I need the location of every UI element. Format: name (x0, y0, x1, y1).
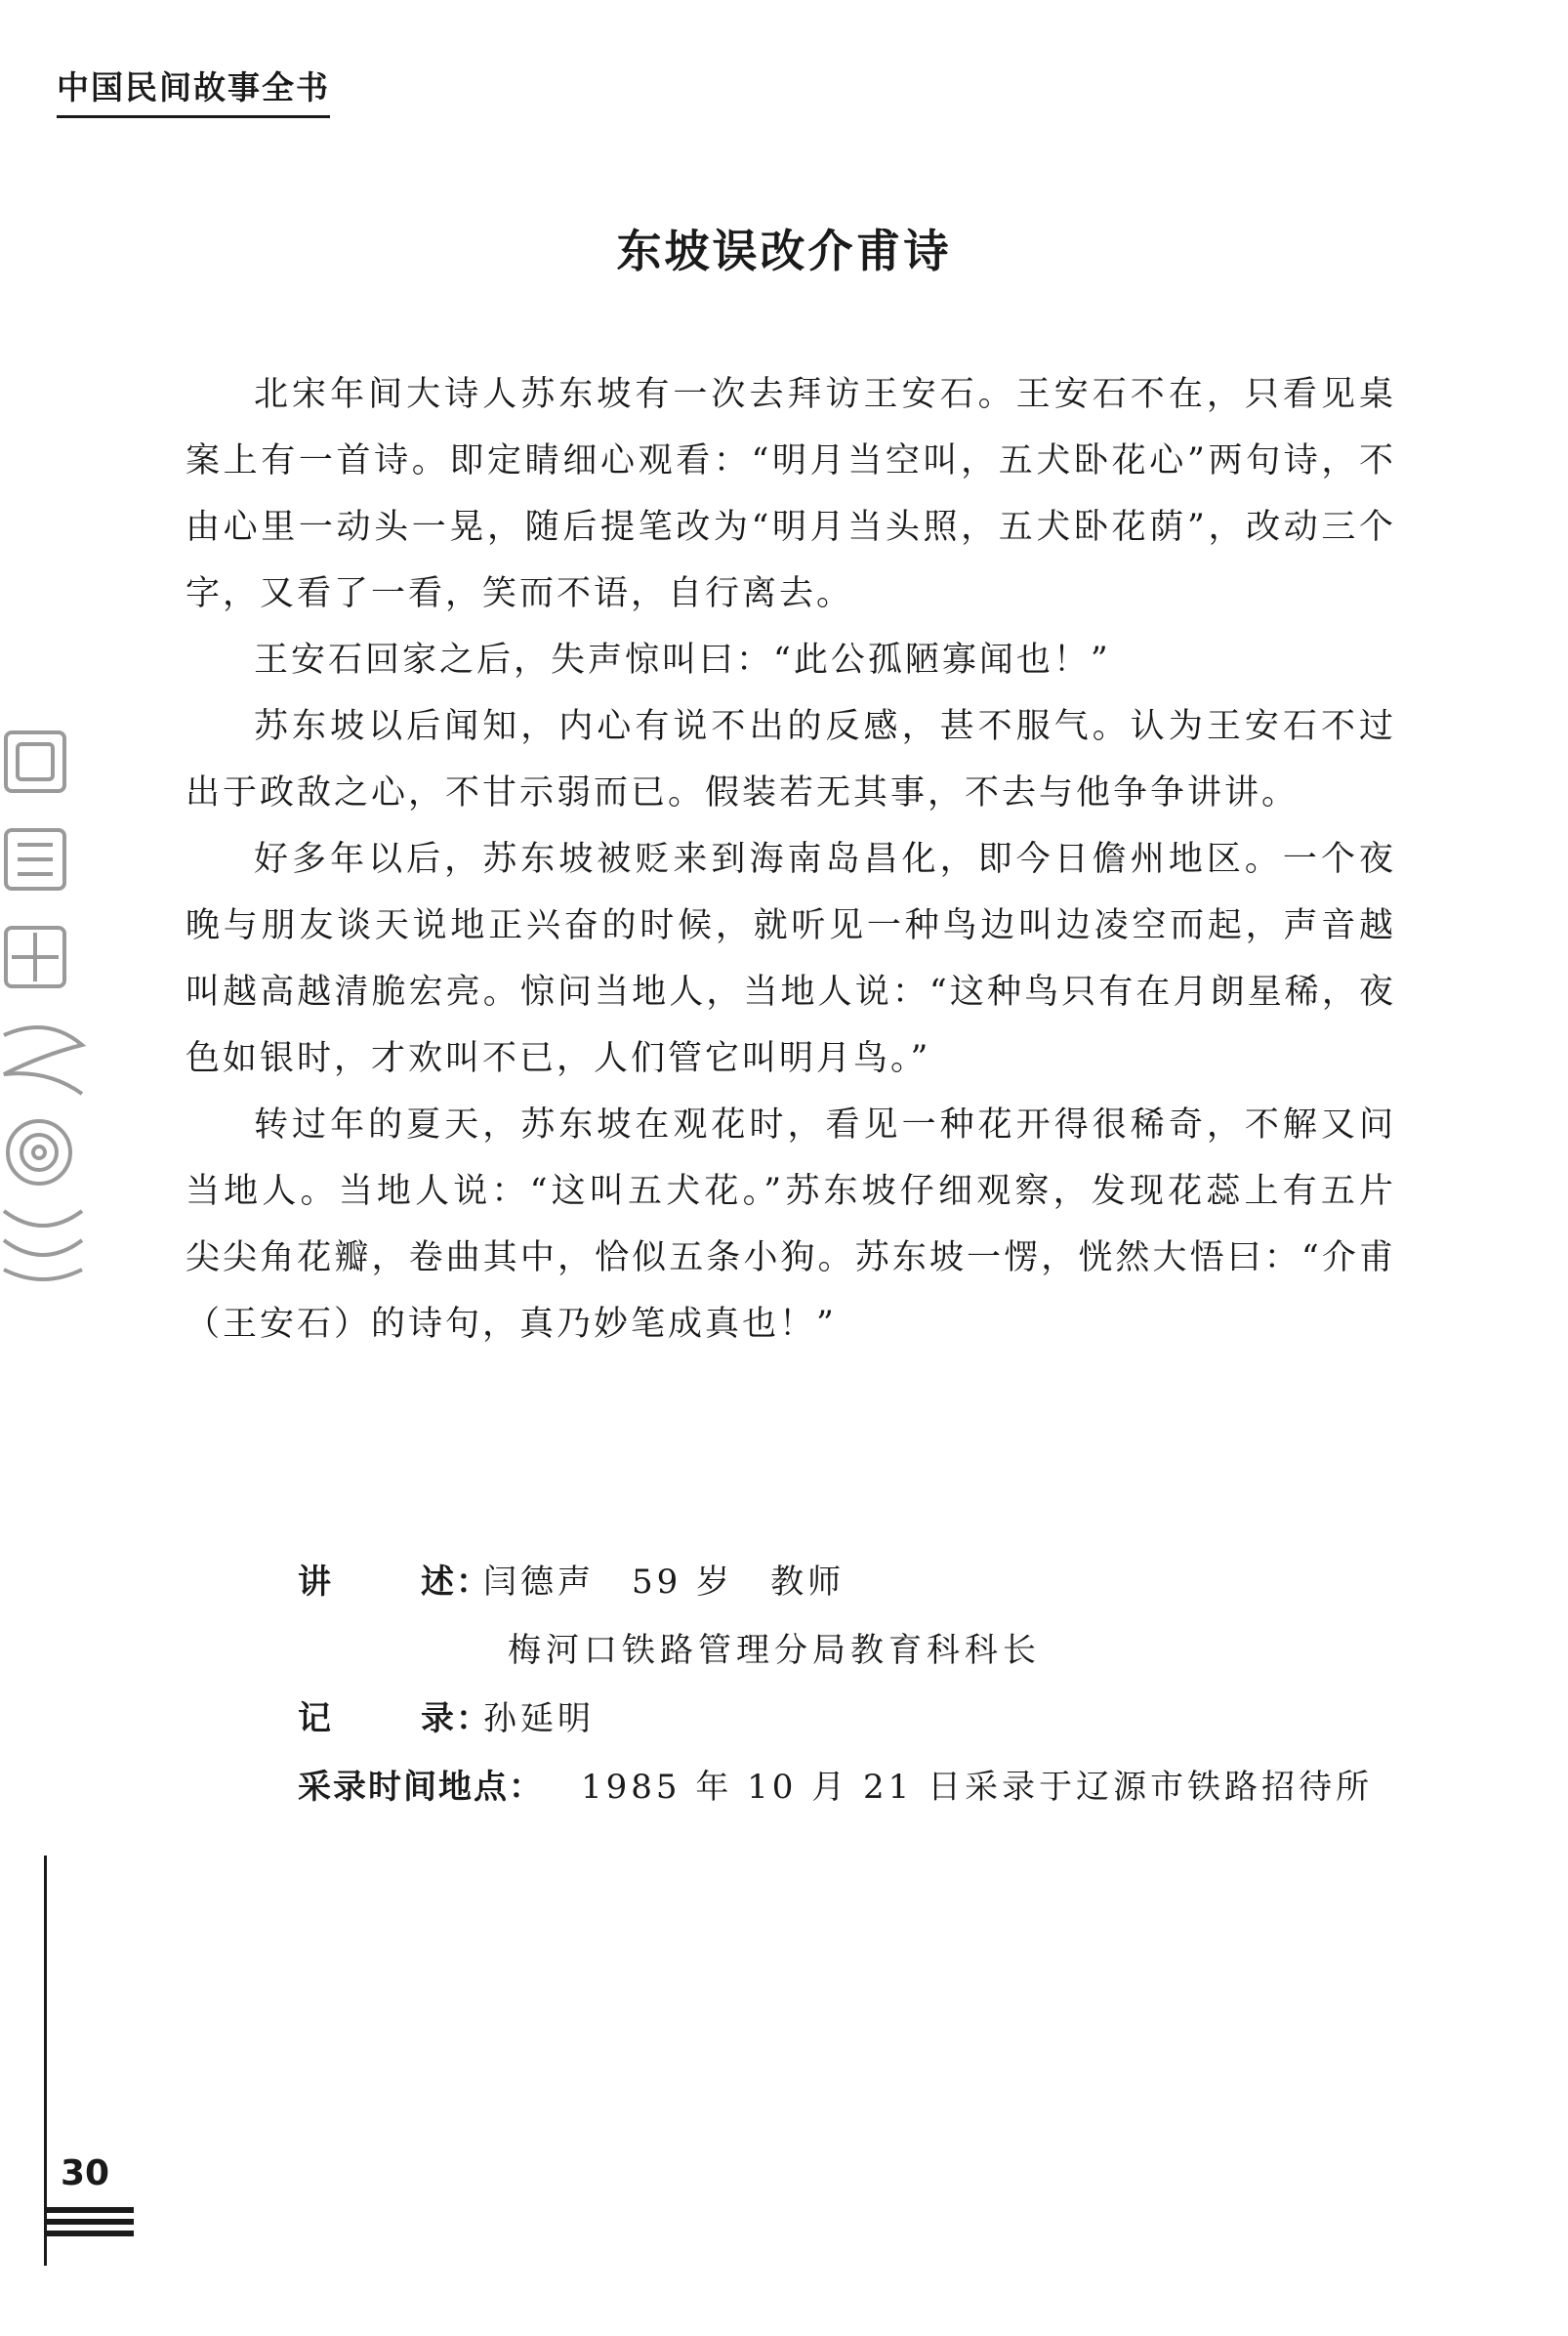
story-body (186, 361, 1396, 1357)
time-place-label: 采录时间地点： (298, 1768, 544, 1807)
recorder-row (298, 1685, 1421, 1753)
paragraph: 好多年以后，苏东坡被贬来到海南岛昌化，即今日儋州地区。一个夜晚与朋友谈天说地正兴奋的时候，就听见一种鸟边叫边凌空而起，声音越叫越高越清脆宏亮。惊问当地人，当地人说：“这种鸟只有在月朗星稀，夜色如银时，才欢叫不已，人们管它叫明月鸟。” (186, 840, 1396, 1078)
story-title: 东坡误改介甫诗 (616, 225, 952, 277)
recorder-label: 记 录： (298, 1699, 491, 1738)
running-head: 中国民间故事全书 (57, 68, 330, 118)
page-number-rule (44, 2207, 134, 2242)
margin-rule (44, 1856, 47, 2266)
paragraph: 苏东坡以后闻知，内心有说不出的反感，甚不服气。认为王安石不过出于政敌之心，不甘示弱而已。假装若无其事，不去与他争争讲讲。 (186, 707, 1396, 813)
time-place-value: 1985 年 10 月 21 日采录于辽源市铁路招待所 (581, 1768, 1374, 1807)
narrator-label: 讲 述： (298, 1563, 491, 1602)
paragraph: 转过年的夏天，苏东坡在观花时，看见一种花开得很稀奇，不解又问当地人。当地人说：“这叫五犬花。”苏东坡仔细观察，发现花蕊上有五片尖尖角花瓣，卷曲其中，恰似五条小狗。苏东坡一愣，恍然大悟曰：“介甫（王安石）的诗句，真乃妙笔成真也！” (186, 1105, 1396, 1344)
narrator-position: 梅河口铁路管理分局教育科科长 (508, 1631, 1041, 1670)
recorder-value: 孙延明 (483, 1699, 595, 1738)
paragraph: 北宋年间大诗人苏东坡有一次去拜访王安石。王安石不在，只看见桌案上有一首诗。即定睛细心观看：“明月当空叫，五犬卧花心”两句诗，不由心里一动头一晃，随后提笔改为“明月当头照，五犬卧花荫”，改动三个字，又看了一看，笑而不语，自行离去。 (186, 375, 1396, 613)
paragraph: 王安石回家之后，失声惊叫曰：“此公孤陋寡闻也！” (254, 641, 1111, 680)
decorative-margin-pattern (0, 723, 93, 1289)
time-place-row (298, 1753, 1421, 1821)
narrator-row (298, 1548, 1421, 1616)
narrator-value: 闫德声 59 岁 教师 (483, 1563, 846, 1602)
credits-block (298, 1548, 1421, 1821)
page-number: 30 (61, 2153, 110, 2193)
